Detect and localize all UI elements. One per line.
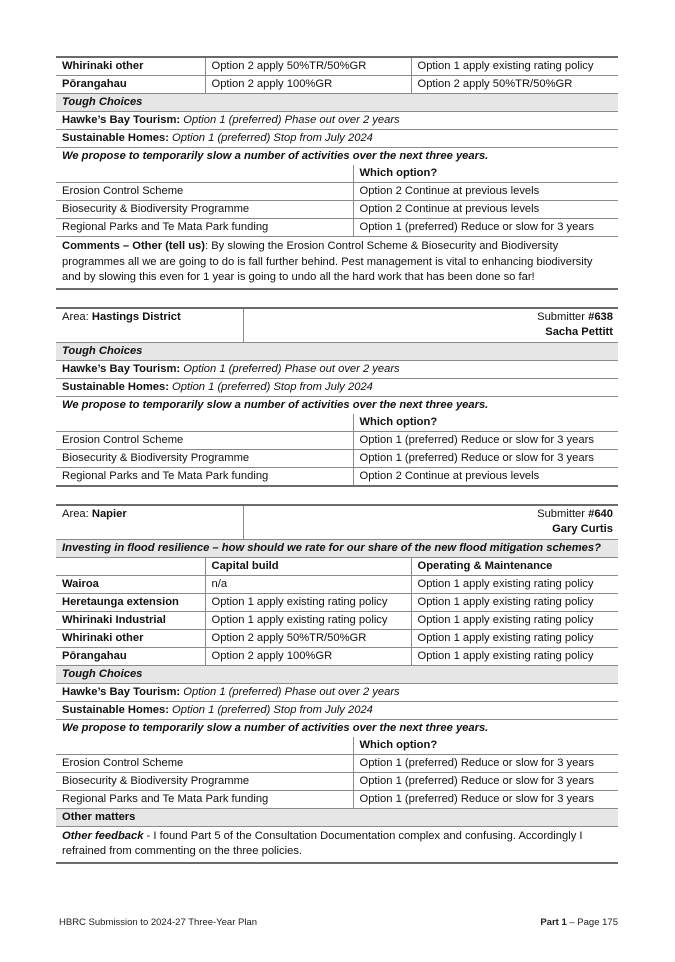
activities-table-2 (56, 397, 618, 487)
operating-option: Option 1 apply existing rating policy (411, 611, 618, 629)
tourism-label: Hawke’s Bay Tourism: (62, 114, 181, 126)
activity-option: Option 1 (preferred) Reduce or slow for 3 years (353, 772, 618, 790)
which-option-row (56, 165, 618, 183)
area-label: Area: (62, 507, 89, 520)
scheme-name: Heretaunga extension (56, 593, 205, 611)
activity-name: Biosecurity & Biodiversity Programme (56, 449, 353, 467)
operating-option: Option 1 apply existing rating policy (411, 593, 618, 611)
rating-row (56, 57, 618, 76)
scheme-name: Pōrangahau (56, 76, 205, 94)
flood-heading: Investing in flood resilience – how should we rate for our share of the new flood mitigation schemes? (56, 539, 618, 557)
tourism-value: Option 1 (preferred) Phase out over 2 years (183, 362, 400, 375)
homes-label: Sustainable Homes: (62, 132, 169, 144)
rating-table-3 (56, 558, 618, 720)
tough-choices-heading: Tough Choices (56, 94, 618, 112)
rating-row (56, 611, 618, 629)
slow-heading: We propose to temporarily slow a number of activities over the next three years. (62, 150, 489, 162)
submitter-name: Gary Curtis (552, 522, 613, 535)
rating-row (56, 575, 618, 593)
capital-option: Option 1 apply existing rating policy (205, 593, 411, 611)
operating-header: Operating & Maintenance (411, 558, 618, 576)
rating-row (56, 593, 618, 611)
slow-heading-row (56, 397, 618, 414)
other-matters-row (56, 808, 618, 826)
footer-doc-title: HBRC Submission to 2024-27 Three-Year Plan (59, 917, 258, 928)
other-matters-heading: Other matters (56, 808, 618, 826)
activity-row (56, 772, 618, 790)
tourism-label: Hawke’s Bay Tourism: (62, 685, 181, 698)
submitter (243, 505, 618, 540)
activity-name: Erosion Control Scheme (56, 754, 353, 772)
comments (56, 237, 618, 289)
activity-name: Erosion Control Scheme (56, 183, 353, 201)
activity-option: Option 2 Continue at previous levels (353, 183, 618, 201)
activity-option: Option 1 (preferred) Reduce or slow for 3 years (353, 449, 618, 467)
homes-value: Option 1 (preferred) Stop from July 2024 (172, 703, 373, 716)
which-option-row (56, 737, 618, 755)
document-page (56, 56, 618, 864)
slow-heading: We propose to temporarily slow a number of activities over the next three years. (62, 721, 489, 734)
capital-option: Option 2 apply 50%TR/50%GR (205, 629, 411, 647)
homes-row (56, 130, 618, 148)
tourism-row (56, 683, 618, 701)
slow-heading-row (56, 720, 618, 737)
slow-heading-row (56, 148, 618, 165)
which-option-row (56, 414, 618, 432)
capital-option: Option 2 apply 100%GR (205, 76, 411, 94)
activity-row (56, 183, 618, 201)
submitter-number: #638 (588, 310, 613, 323)
area-row (56, 505, 618, 540)
comments-label: Comments – Other (tell us) (62, 240, 205, 252)
page-footer (59, 917, 618, 928)
submission-block-2 (56, 307, 618, 397)
capital-header: Capital build (205, 558, 411, 576)
comments-text: : By slowing the Erosion Control Scheme & Biosecurity and Biodiversity programmes all we are going to do is fall further behind. Pest management is vital to enhancing biodiversity and by slowing this even for 1 year is going to undo all the hard work that has been done so far! (62, 240, 593, 283)
tough-choices-row (56, 342, 618, 360)
homes-label: Sustainable Homes: (62, 703, 169, 716)
tourism-row (56, 360, 618, 378)
operating-option: Option 1 apply existing rating policy (411, 575, 618, 593)
activity-option: Option 1 (preferred) Reduce or slow for 3 years (353, 219, 618, 237)
other-feedback-text: - I found Part 5 of the Consultation Documentation complex and confusing. Accordingly I refrained from commenting on the three policies. (62, 829, 583, 857)
tough-choices-row (56, 94, 618, 112)
area-row (56, 308, 618, 343)
activity-name: Regional Parks and Te Mata Park funding (56, 219, 353, 237)
capital-option: Option 1 apply existing rating policy (205, 611, 411, 629)
which-option-header: Which option? (353, 737, 618, 755)
other-feedback-row (56, 826, 618, 863)
capital-option: n/a (205, 575, 411, 593)
submission-block-3 (56, 504, 618, 558)
scheme-name: Pōrangahau (56, 647, 205, 665)
activity-row (56, 754, 618, 772)
submitter-label: Submitter (537, 310, 585, 323)
activity-row (56, 201, 618, 219)
activity-name: Biosecurity & Biodiversity Programme (56, 772, 353, 790)
activity-option: Option 1 (preferred) Reduce or slow for 3 years (353, 431, 618, 449)
submission-block-1 (56, 56, 618, 148)
activity-option: Option 2 Continue at previous levels (353, 201, 618, 219)
activity-row (56, 449, 618, 467)
flood-heading-row (56, 539, 618, 557)
operating-option: Option 1 apply existing rating policy (411, 57, 618, 76)
which-option-header: Which option? (353, 414, 618, 432)
comments-row (56, 237, 618, 289)
rating-header-row (56, 558, 618, 576)
submitter-number: #640 (588, 507, 613, 520)
which-option-header: Which option? (353, 165, 618, 183)
submitter-name: Sacha Pettitt (545, 325, 613, 338)
tough-choices-heading: Tough Choices (56, 665, 618, 683)
capital-option: Option 2 apply 100%GR (205, 647, 411, 665)
activity-row (56, 219, 618, 237)
activity-row (56, 431, 618, 449)
scheme-name: Wairoa (56, 575, 205, 593)
rating-row (56, 629, 618, 647)
activity-option: Option 1 (preferred) Reduce or slow for 3 years (353, 754, 618, 772)
slow-heading: We propose to temporarily slow a number of activities over the next three years. (62, 398, 489, 411)
area-value: Napier (91, 507, 127, 520)
area-value: Hastings District (91, 310, 181, 323)
footer-page-number: – Page 175 (566, 917, 618, 928)
operating-option: Option 1 apply existing rating policy (411, 647, 618, 665)
scheme-name: Whirinaki other (56, 57, 205, 76)
other-feedback-label: Other feedback (62, 829, 144, 842)
other-feedback (56, 826, 618, 863)
activities-table-1 (56, 148, 618, 290)
capital-option: Option 2 apply 50%TR/50%GR (205, 57, 411, 76)
submitter-label: Submitter (537, 507, 585, 520)
operating-option: Option 2 apply 50%TR/50%GR (411, 76, 618, 94)
activity-name: Regional Parks and Te Mata Park funding (56, 467, 353, 486)
homes-label: Sustainable Homes: (62, 380, 169, 393)
tourism-row (56, 112, 618, 130)
activity-option: Option 2 Continue at previous levels (353, 467, 618, 486)
rating-row (56, 647, 618, 665)
submitter (243, 308, 618, 343)
activity-name: Biosecurity & Biodiversity Programme (56, 201, 353, 219)
activity-name: Erosion Control Scheme (56, 431, 353, 449)
homes-row (56, 378, 618, 396)
activity-row (56, 790, 618, 808)
scheme-name: Whirinaki other (56, 629, 205, 647)
tourism-value: Option 1 (preferred) Phase out over 2 years (183, 114, 400, 126)
tourism-label: Hawke’s Bay Tourism: (62, 362, 181, 375)
homes-row (56, 701, 618, 719)
area-label: Area: (62, 310, 89, 323)
rating-row (56, 76, 618, 94)
activities-table-3 (56, 720, 618, 864)
footer-part: Part 1 (540, 917, 567, 928)
activity-option: Option 1 (preferred) Reduce or slow for 3 years (353, 790, 618, 808)
tourism-value: Option 1 (preferred) Phase out over 2 years (183, 685, 400, 698)
homes-value: Option 1 (preferred) Stop from July 2024 (172, 132, 373, 144)
activity-row (56, 467, 618, 486)
operating-option: Option 1 apply existing rating policy (411, 629, 618, 647)
scheme-name: Whirinaki Industrial (56, 611, 205, 629)
activity-name: Regional Parks and Te Mata Park funding (56, 790, 353, 808)
footer-page-ref (540, 917, 618, 928)
tough-choices-heading: Tough Choices (56, 342, 618, 360)
homes-value: Option 1 (preferred) Stop from July 2024 (172, 380, 373, 393)
tough-choices-row (56, 665, 618, 683)
